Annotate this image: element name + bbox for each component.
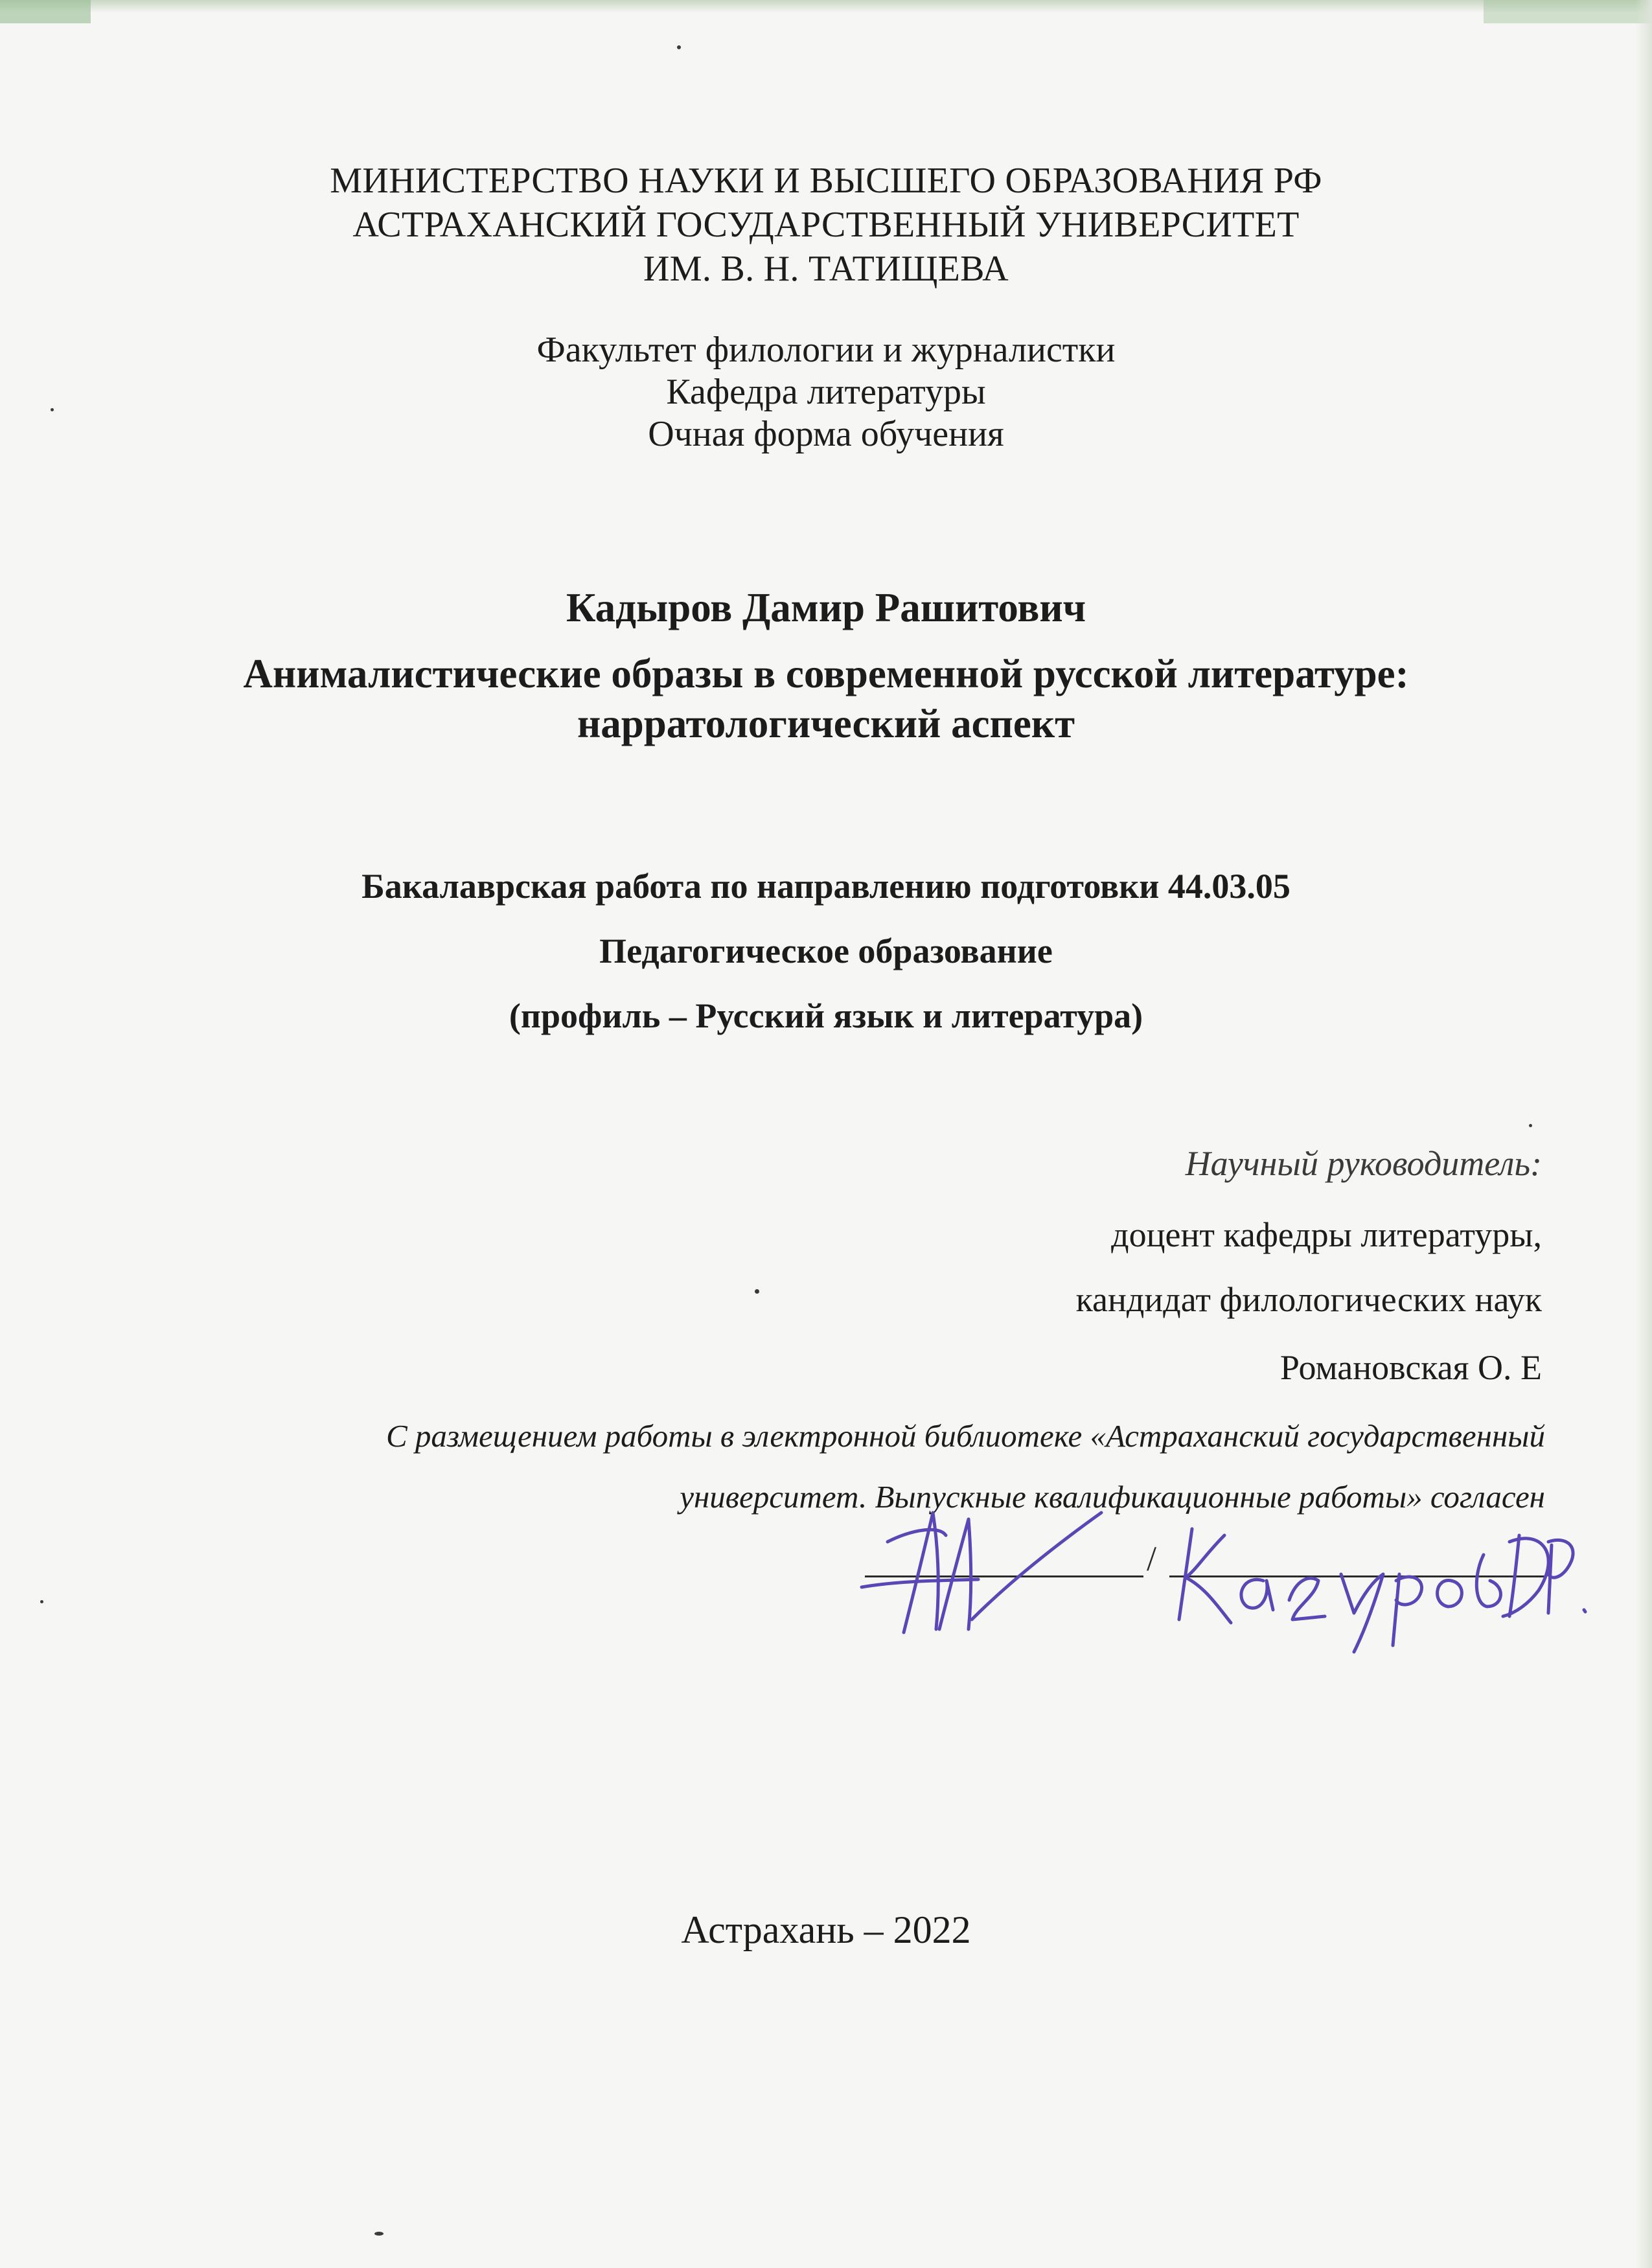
scan-speck bbox=[374, 2232, 384, 2236]
signature-separator: / bbox=[1147, 1539, 1157, 1578]
consent-line: С размещением работы в электронной библиотеке «Астраханский государственный bbox=[385, 1418, 1545, 1454]
handwritten-signature bbox=[842, 1483, 1587, 1658]
signature-stroke bbox=[1289, 1578, 1325, 1620]
scan-speck bbox=[677, 45, 681, 49]
thesis-title-line: Анималистические образы в современной русской литературе: bbox=[243, 651, 1409, 696]
signature-stroke bbox=[1503, 1535, 1548, 1616]
supervisor-degree: кандидат филологических наук bbox=[1075, 1280, 1542, 1319]
scan-speck bbox=[40, 1600, 43, 1603]
signature-stroke bbox=[972, 1513, 1101, 1620]
scan-edge-corner-left bbox=[0, 0, 91, 23]
scan-edge-corner-right bbox=[1484, 0, 1652, 23]
faculty-block bbox=[0, 329, 1652, 455]
thesis-title-line: нарратологический аспект bbox=[577, 701, 1075, 746]
faculty-name: Факультет филологии и журналистки bbox=[536, 330, 1116, 370]
signature-stroke bbox=[1186, 1535, 1231, 1623]
scan-speck bbox=[1529, 1124, 1532, 1127]
signature-stroke bbox=[1241, 1579, 1273, 1610]
author-name: Кадыров Дамир Рашитович bbox=[566, 585, 1086, 630]
work-type-line: Бакалаврская работа по направлению подготовки 44.03.05 bbox=[361, 867, 1291, 906]
signature-stroke bbox=[1438, 1581, 1462, 1607]
program-line: Педагогическое образование bbox=[599, 932, 1053, 970]
consent-line: университет. Выпускные квалификационные работы» согласен bbox=[680, 1479, 1545, 1515]
ministry-header bbox=[0, 159, 1652, 291]
signature-stroke bbox=[1476, 1555, 1500, 1607]
supervisor-name: Романовская О. Е bbox=[1279, 1348, 1542, 1387]
signature-stroke bbox=[1548, 1540, 1573, 1613]
supervisor-label: Научный руководитель: bbox=[1185, 1144, 1542, 1183]
signature-stroke bbox=[1584, 1610, 1585, 1612]
scan-edge-top bbox=[0, 0, 1652, 13]
thesis-title bbox=[0, 649, 1652, 749]
study-form: Очная форма обучения bbox=[648, 414, 1004, 454]
signature-stroke bbox=[1341, 1574, 1383, 1652]
university-name-line: ИМ. В. Н. ТАТИЩЕВА bbox=[643, 249, 1009, 289]
city-year: Астрахань – 2022 bbox=[681, 1908, 971, 1951]
profile-line: (профиль – Русский язык и литература) bbox=[509, 996, 1143, 1035]
signature-stroke bbox=[1393, 1574, 1422, 1645]
supervisor-position: доцент кафедры литературы, bbox=[1111, 1215, 1542, 1254]
department-name: Кафедра литературы bbox=[666, 372, 986, 412]
university-line: АСТРАХАНСКИЙ ГОСУДАРСТВЕННЫЙ УНИВЕРСИТЕТ bbox=[352, 205, 1300, 245]
signature-stroke bbox=[862, 1579, 978, 1587]
ministry-line: МИНИСТЕРСТВО НАУКИ И ВЫСШЕГО ОБРАЗОВАНИЯ РФ bbox=[330, 161, 1322, 201]
work-description bbox=[0, 854, 1652, 1048]
